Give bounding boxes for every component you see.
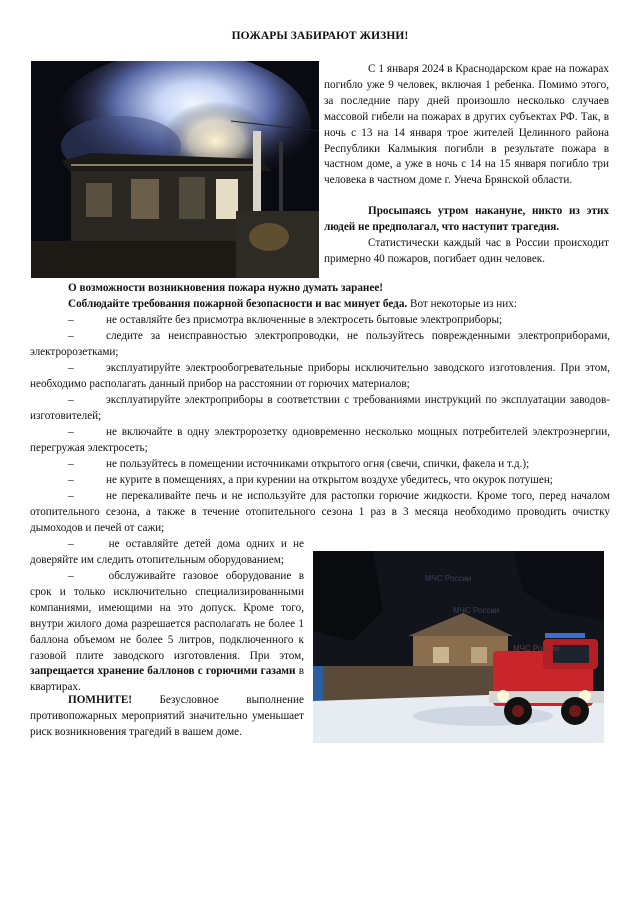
rule-item: – не перекаливайте печь и не используйте для растопки горючие жидкости. Кроме того, перед началом отопительного сезона, а также в течение отопительного сезона 1 раз в 3 месяца необходимо проводить очистку дымоходов и печей от сажи;: [30, 490, 610, 534]
rule-item: – не пользуйтесь в помещении источниками открытого огня (свечи, спички, факела и т.д.);: [30, 457, 610, 473]
gas-storage-warning: запрещается хранение баллонов с горючими газами: [30, 665, 296, 678]
list-marker: –: [68, 538, 74, 550]
lead-instruction: [68, 297, 609, 313]
list-marker: –: [68, 314, 74, 326]
lead-instruction-bold: Соблюдайте требования пожарной безопасности и вас минует беда.: [68, 298, 408, 310]
intro-paragraph-3: Статистически каждый час в России происходит примерно 40 пожаров, погибает один человек.: [324, 237, 609, 265]
rule-item: – обслуживайте газовое оборудование в срок и только исключительно специализированными компаниями, имеющими на это допуск. Кроме того, внутри жилого дома разрешается располагать не более 1 баллона объемом не более 5 литров, подключенного к газовой плите заводского изготовления. При этом, запрещается хранение баллонов с горючими газами в квартирах.: [30, 570, 304, 694]
closing-paragraph: ПОМНИТЕ! Безусловное выполнение противопожарных мероприятий значительно уменьшает риск возникновения трагедий в вашем доме.: [30, 694, 304, 738]
list-marker: –: [68, 330, 74, 342]
rule-item: – не курите в помещениях, а при курении на открытом воздухе убедитесь, что окурок потушен;: [30, 473, 610, 489]
rule-item: – эксплуатируйте электроприборы в соответствии с требованиями инструкций по эксплуатации заводов-изготовителей;: [30, 394, 610, 422]
list-marker: –: [68, 570, 74, 582]
intro-paragraph-2: Просыпаясь утром накануне, никто из этих людей не предполагал, что наступит трагедия.: [324, 205, 609, 233]
list-marker: –: [68, 394, 74, 406]
intro-paragraph-1: С 1 января 2024 в Краснодарском крае на пожарах погибло уже 9 человек, включая 1 ребенка. Помимо этого, за последние пару дней произошло несколько случаев массовой гибели на пожарах в других субъектах РФ. Так, в ночь с 13 на 14 января трое жителей Целинного района Республики Калмыкия погибли в результате пожара в частном доме, а уже в ночь с 14 на 15 января погибло три человека в частном доме г. Унеча Брянской области.: [324, 63, 609, 187]
watermark-text: МЧС России: [513, 644, 560, 653]
watermark-text: МЧС России: [453, 606, 500, 615]
list-marker: –: [68, 474, 74, 486]
fire-truck-illustration: [313, 551, 604, 743]
rule-item: – не включайте в одну электророзетку одновременно несколько мощных потребителей электроэнергии, перегружая электросеть;: [30, 426, 610, 454]
lead-instruction-rest: Вот некоторые из них:: [407, 298, 517, 310]
list-marker: –: [68, 362, 74, 374]
list-marker: –: [68, 426, 74, 438]
fire-house-photo: [31, 61, 319, 278]
page-title: ПОЖАРЫ ЗАБИРАЮТ ЖИЗНИ!: [231, 30, 409, 42]
fire-house-illustration: [31, 61, 319, 278]
rule-item: – не оставляйте без присмотра включенные в электросеть бытовые электроприборы;: [30, 313, 610, 329]
list-marker: –: [68, 458, 74, 470]
list-marker: –: [68, 490, 74, 502]
rule-item: – следите за неисправностью электропроводки, не пользуйтесь поврежденными электроприборами, электророзетками;: [30, 330, 610, 358]
closing-remember: ПОМНИТЕ!: [68, 694, 133, 706]
lead-warning: О возможности возникновения пожара нужно думать заранее!: [68, 282, 384, 294]
watermark-text: МЧС России: [425, 574, 472, 583]
rule-item: – эксплуатируйте электрообогревательные приборы исключительно заводского изготовления. При этом, необходимо располагать данный прибор на расстоянии от горючих материалов;: [30, 362, 610, 390]
fire-truck-photo: [313, 551, 604, 743]
rule-item: – не оставляйте детей дома одних и не доверяйте им следить отопительным оборудованием;: [30, 538, 304, 566]
